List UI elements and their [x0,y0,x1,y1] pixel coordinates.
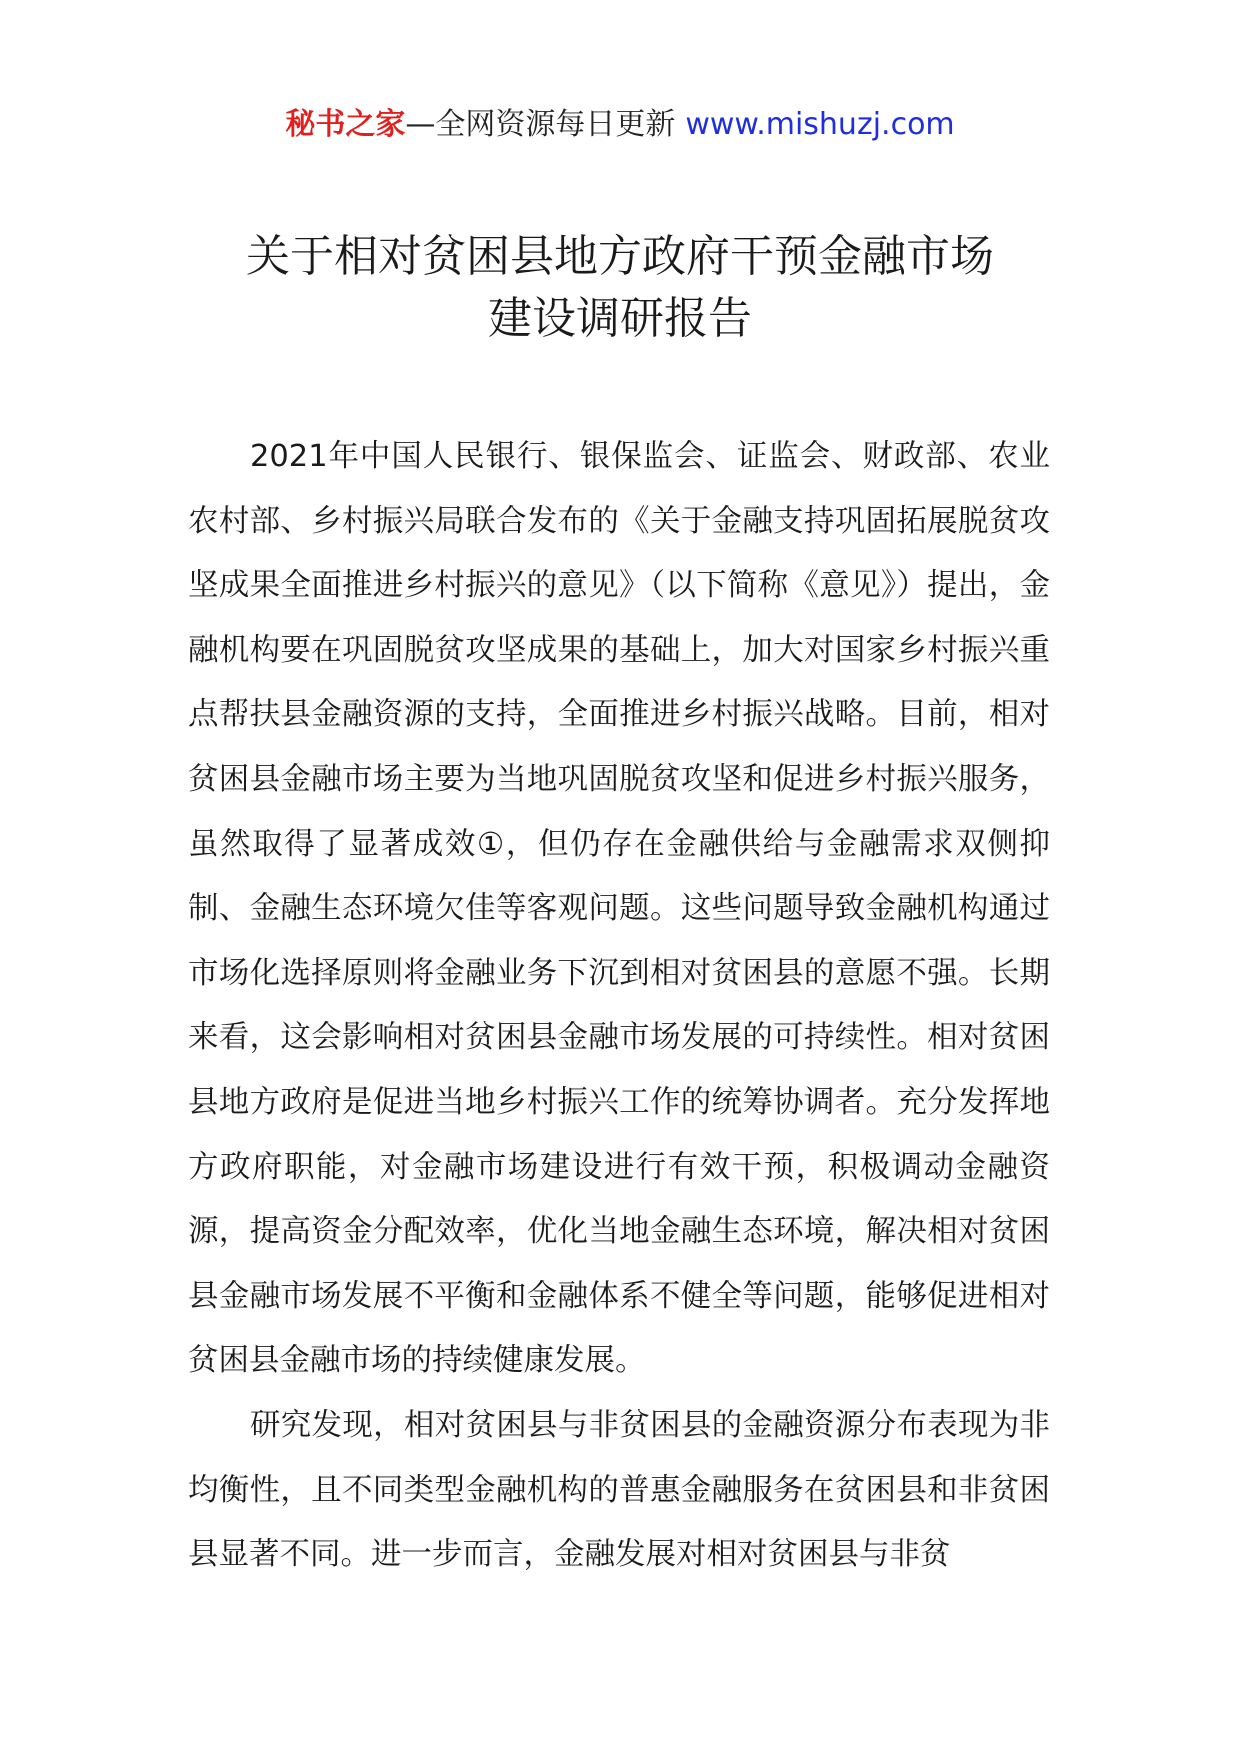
document-title [0,226,1240,350]
title-line-2: 建设调研报告 [488,293,752,344]
paragraph-2: 研究发现，相对贫困县与非贫困县的金融资源分布表现为非均衡性，且不同类型金融机构的普惠金融服务在贫困县和非贫困县显著不同。进一步而言，金融发展对相对贫困县与非贫 [188,1407,1050,1573]
paragraph-1: 2021年中国人民银行、银保监会、证监会、财政部、农业农村部、乡村振兴局联合发布的《关于金融支持巩固拓展脱贫攻坚成果全面推进乡村振兴的意见》（以下简称《意见》）提出，金融机构要在巩固脱贫攻坚成果的基础上，加大对国家乡村振兴重点帮扶县金融资源的支持，全面推进乡村振兴战略。目前，相对贫困县金融市场主要为当地巩固脱贫攻坚和促进乡村振兴服务，虽然取得了显著成效①，但仍存在金融供给与金融需求双侧抑制、金融生态环境欠佳等客观问题。这些问题导致金融机构通过市场化选择原则将金融业务下沉到相对贫困县的意愿不强。长期来看，这会影响相对贫困县金融市场发展的可持续性。相对贫困县地方政府是促进当地乡村振兴工作的统筹协调者。充分发挥地方政府职能，对金融市场建设进行有效干预，积极调动金融资源，提高资金分配效率，优化当地金融生态环境，解决相对贫困县金融市场发展不平衡和金融体系不健全等问题，能够促进相对贫困县金融市场的持续健康发展。 [188,439,1050,1379]
title-line-1: 关于相对贫困县地方政府干预金融市场 [246,231,994,282]
site-header [0,100,1240,150]
brand-name: 秘书之家 [285,107,406,142]
document-body [188,425,1050,1588]
site-url-link[interactable]: www.mishuzj.com [685,107,955,142]
header-tagline: —全网资源每日更新 [405,107,676,142]
